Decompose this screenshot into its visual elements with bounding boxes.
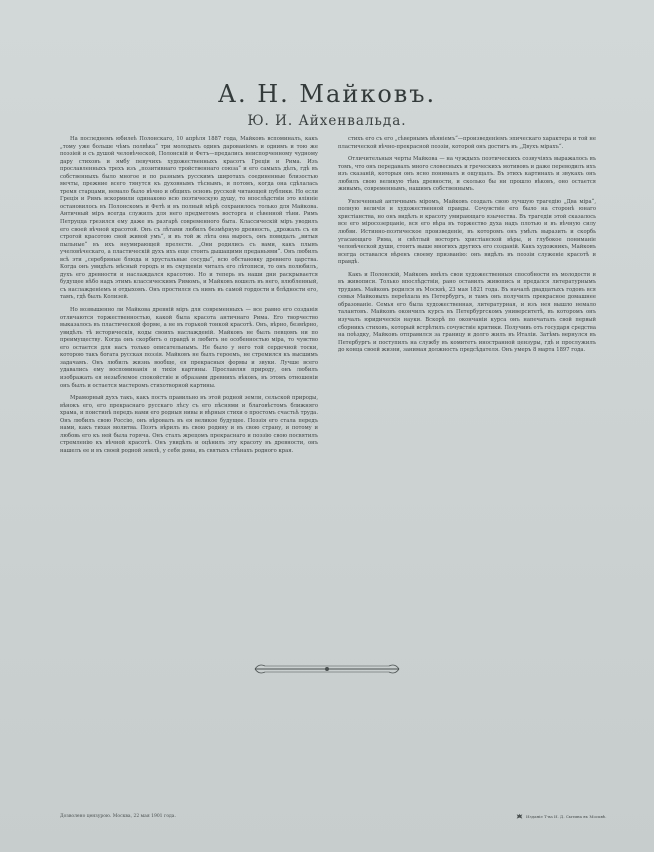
eagle-emblem-icon [516,813,523,820]
publisher-imprint [516,813,607,820]
ornament-divider-icon [253,663,401,675]
paragraph: Отличительныя черты Майкова — на чуждыхъ поэтическихъ созвучіяхъ выражалось въ томъ, что онъ передавалъ много словесныхъ и греческихъ мотивовъ и даже переводилъ ихъ изъ сказаній, которыя онъ ясно понималъ и ощущалъ. Въ этихъ картинахъ и звукахъ онъ любилъ свою великую тѣнь древности, и сколько бы ни прошло вѣковъ, оно остается живымъ, современнымъ, нашимъ собственнымъ. [338,156,596,193]
paragraph: Какъ и Полонскій, Майковъ имѣлъ свои художественныя способности въ молодости и въ живописи. Только впослѣдствіи, рано оставилъ живопись и предался литературнымъ трудамъ. Майковъ родился въ Москвѣ, 23 мая 1821 года. Въ началѣ двадцатыхъ годовъ вся семья Майковыхъ переѣхала въ Петербургъ, и тамъ онъ получилъ прекрасное домашнее образованіе. Семья его была художественная, литературная, и изъ нея вышло немало талантовъ. Майковъ окончилъ курсъ въ Петербургскомъ университетѣ, въ которомъ онъ изучалъ юридическія науки. Вскорѣ по окончаніи курса онъ напечаталъ свой первый сборникъ стиховъ, который встрѣтилъ сочувствіе критики. Получивъ отъ государя средства на поѣздку, Майковъ отправился за границу и долго жилъ въ Италіи. Затѣмъ вернулся въ Петербургъ и поступилъ на службу въ комитетъ иностранной цензуры, гдѣ и прослужилъ до конца своей жизни, занимая должность предсѣдателя. Онъ умеръ 8 марта 1897 года. [338,271,596,354]
paragraph: Увлеченный античнымъ міромъ, Майковъ создалъ свою лучшую трагедію „Два міра“, полную величія и художественной правды. Сочувствіе его было на сторонѣ юнаго христіанства, но онъ видѣлъ и красоту умирающаго язычества. Въ трагедіи этой сказалось все его міросозерцаніе, вся его вѣра въ торжество духа надъ плотью и въ вѣчную силу любви. Истинно-поэтическое произведеніе, въ которомъ онъ умѣлъ выразить и скорбь угасающаго Рима, и свѣтлый восторгъ христіанской вѣры, и глубокое пониманіе человѣческой души, стоитъ выше многихъ другихъ его созданій. Какъ художникъ, Майковъ всегда оставался вѣренъ своему призванію: онъ видѣлъ въ поэзіи служеніе красотѣ и правдѣ. [338,198,596,266]
paragraph: Но возвышенно ли Майкова древній міръ для современныхъ — все равно его созданія отличаются торжественностью, какой была красота античнаго Рима. Его творчество выказалось въ пластической форме, а не въ горькой тонкой красотѣ. Онъ, вѣрно, безмѣрно, увидѣлъ тѣ историческія, коды своихъ наслажденій. Майковъ не былъ певцомъ ни по преимуществу. Когда онъ скорбитъ о правдѣ и любитъ не особенностью міра, то чувство его остается для насъ только описательнымъ. Не было у него той сердечной тоски, которою такъ богата русская поэзія. Майковъ не былъ героемъ, не стремился къ высшимъ задачамъ. Онъ любилъ жизнь вообще, ея прекрасныя формы и звуки. Лучше всего удавались ему воспоминанія и тихія картины. Прославляя природу, онъ любилъ изображать ея незыблемое спокойствіе и образами древнихъ вѣковъ, въ этомъ отношеніи онъ былъ и остается мастеромъ стихотворной картины. [60,307,318,389]
paragraph: Мраморный духъ такъ, какъ постъ правильно въ этой родной земли, сельской природы, вѣнокъ его, его прекраснаго русскаго лѣсу съ его пѣснями и благовѣстомъ ближняго храма, и поистинѣ передъ нами его родныя нивы и вѣрныя стихи о простомъ счастьѣ труда. Онъ любилъ свою Россію, онъ вѣровалъ въ ея великое будущее. Поэзія его стала передъ нами, какъ тихая молитва. Поэтъ вѣрилъ въ свою родину и въ свою страну, и потому и любовь его къ ней была горяча. Онъ сталъ жрецомъ прекраснаго и поэзію свою посвятилъ стремленію къ вѣчной красотѣ. Онъ увидѣлъ и оцѣнилъ эту красоту въ древности, онъ нашелъ ее и въ своей родной землѣ, у себя дома, въ святыхъ стѣнахъ родного края. [60,395,318,454]
publisher-label: Изданіе Т-ва И. Д. Сытина въ Москвѣ. [526,814,607,819]
article-title: А. Н. Майковъ. [217,80,437,108]
paragraph: стихъ его съ его „сѣвернымъ вѣяніемъ“—произведеніемъ эпическаго характера и той не пластической вѣчно-прекрасной поэзіи, которой онъ достигъ въ „Двухъ мірахъ“. [338,136,596,150]
paragraph: На последнемъ юбилеѣ Полонскаго, 10 апрѣля 1887 года, Майковъ вспоминалъ, какъ „тому уже больше чѣмъ полвѣка“ три молодыхъ одинъ дарованіемъ и однимъ и тою же поэзіей и съ душой человѣческой, Полонскій и Фетъ—предались неиспорченному чудному дару стиховъ и ямбу певучихъ художественныхъ красотъ Греціи и Рима. Изъ прославленныхъ трехъ изъ „позитивнаго тройственнаго союза“ и его самыхъ дѣлъ, гдѣ въ собственныхъ было многое и по разнымъ русскимъ широтахъ соединенные близостью мечты, прежние всего тянутся къ духовнымъ тѣснымъ, и потомъ, когда она сдѣлалась тремя старцами, немало было вѣчно и общихъ основъ русской читающей публики. Но если Греція и Римъ вскормили одинаково всю поэтическую душу, то впослѣдствіи это влiянiе остановилось въ Полонскомъ и Фетѣ и въ полный мѣрѣ сохранилось только для Майкова. Античный міръ всегда служилъ для него предметомъ восторга и сѣвенной тѣни. Римъ Петруцца грезился ему даже въ разгарѣ современного быта. Классическій міръ уводилъ его своей вѣчной красотой. Онъ съ лѣтами любилъ безмѣрную древность, „дрожалъ съ ея строгой красотою свой живой умъ“, и въ той ж лѣта она выросъ, онъ повидалъ „витыя пыльные“ въ ихъ неумирающей прелести. „Они родились съ вами, какъ плывъ учеловѣческаго, а пластическій духъ ихъ еще стоить дышащими преданьями“. Онъ любилъ всѣ эти „серебряные блюда и хрустальные сосуды“, всю обстановку древнего царства. Когда онъ увидѣлъ мѣсный городъ и въ смущенiи читалъ его лѣтописи, то онъ полюбилъ, духъ его древности и наслаждался красотою. Но и теперь въ наши дни раскрывается будущее нѣбо надъ этимъ классическимъ Римомъ, и Майковъ вошелъ въ него, влюбленный, съ наслажденіемъ и отдыхомъ. Онъ простился съ нимъ въ самой гордости и блѣдности его, тамъ, гдѣ былъ Колизей. [60,136,318,301]
text-column-left [60,136,318,460]
text-column-right [338,136,596,360]
censorship-note: Дозволено цензурою. Москва, 22 мая 1901 года. [60,814,176,819]
article-author: Ю. И. Айхенвальда. [247,113,407,129]
